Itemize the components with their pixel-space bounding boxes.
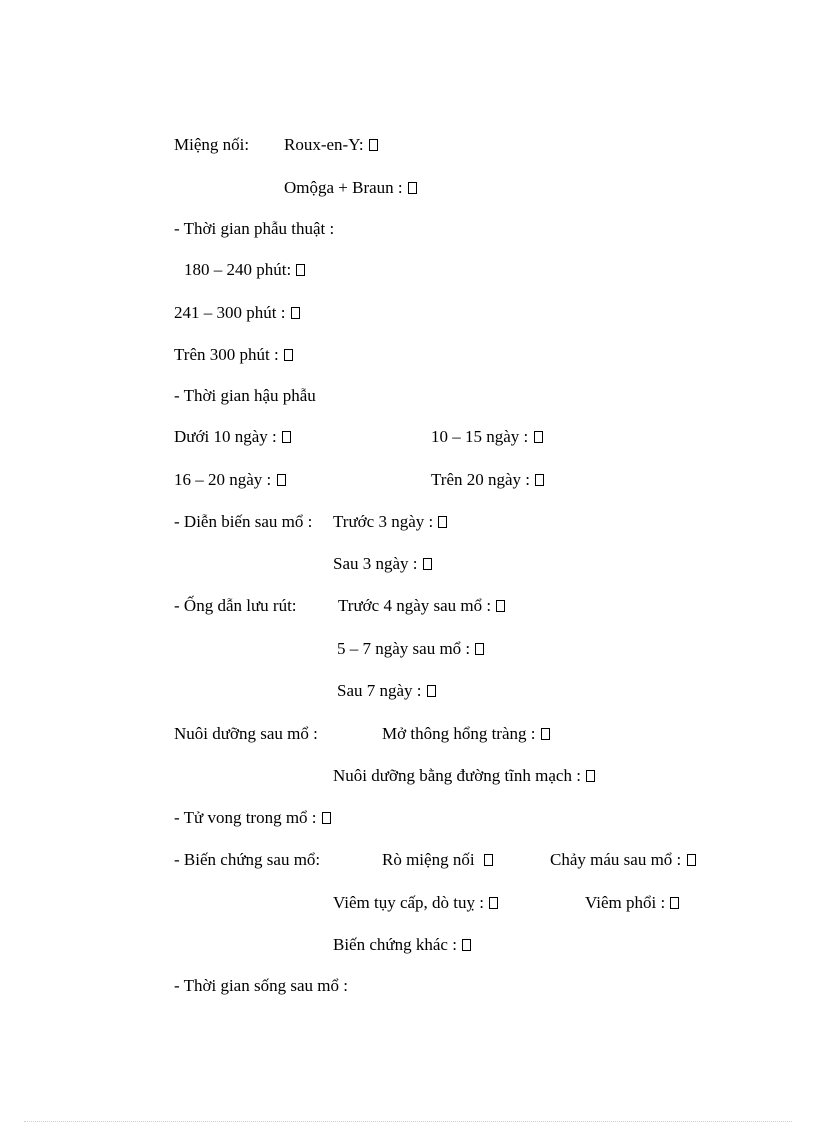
- option-label: Chảy máu sau mổ :: [550, 850, 682, 869]
- checkbox-icon[interactable]: [670, 897, 679, 909]
- complications-label: - Biến chứng sau mổ:: [174, 850, 321, 869]
- option-label: Trước 3 ngày :: [333, 512, 434, 531]
- option-label: Rò miệng nối: [382, 850, 475, 869]
- option-label: Trước 4 ngày sau mổ :: [338, 596, 492, 615]
- nutrition-label: Nuôi dưỡng sau mổ :: [174, 724, 318, 743]
- checkbox-icon[interactable]: [408, 182, 417, 194]
- page-bottom-divider: [24, 1121, 792, 1122]
- checkbox-icon[interactable]: [369, 139, 378, 151]
- checkbox-icon[interactable]: [462, 939, 471, 951]
- option-drain-before-4[interactable]: [338, 596, 505, 616]
- option-surgery-180-240[interactable]: [184, 260, 305, 280]
- checkbox-icon[interactable]: [534, 431, 543, 443]
- option-label: 5 – 7 ngày sau mổ :: [337, 639, 471, 658]
- option-label: 16 – 20 ngày :: [174, 470, 272, 489]
- postop-time-label: - Thời gian hậu phẫu: [174, 386, 316, 405]
- option-label: Mở thông hổng tràng :: [382, 724, 536, 743]
- option-label: 10 – 15 ngày :: [431, 427, 529, 446]
- checkbox-icon[interactable]: [423, 558, 432, 570]
- option-label: Omộga + Braun :: [284, 178, 403, 197]
- checkbox-icon[interactable]: [438, 516, 447, 528]
- option-label: Roux-en-Y:: [284, 135, 364, 154]
- checkbox-icon[interactable]: [284, 349, 293, 361]
- option-pancreatitis[interactable]: [333, 893, 498, 913]
- option-intraop-mortality[interactable]: [174, 808, 331, 828]
- checkbox-icon[interactable]: [687, 854, 696, 866]
- option-label: Sau 3 ngày :: [333, 554, 418, 573]
- option-pneumonia[interactable]: [585, 893, 679, 913]
- checkbox-icon[interactable]: [427, 685, 436, 697]
- option-omega-braun[interactable]: [284, 178, 417, 198]
- checkbox-icon[interactable]: [291, 307, 300, 319]
- option-postop-bleeding[interactable]: [550, 850, 696, 870]
- option-surgery-over-300[interactable]: [174, 345, 293, 365]
- option-label: Dưới 10 ngày :: [174, 427, 277, 446]
- option-anastomotic-leak[interactable]: [382, 850, 493, 870]
- anastomosis-label: Miệng nối:: [174, 135, 250, 154]
- option-label: Trên 300 phút :: [174, 345, 279, 364]
- option-surgery-241-300[interactable]: [174, 303, 300, 323]
- option-label: Trên 20 ngày :: [431, 470, 531, 489]
- option-drain-after-7[interactable]: [337, 681, 436, 701]
- option-drain-5-7[interactable]: [337, 639, 484, 659]
- option-postop-over-20[interactable]: [431, 470, 544, 490]
- checkbox-icon[interactable]: [496, 600, 505, 612]
- option-postop-16-20[interactable]: [174, 470, 286, 490]
- checkbox-icon[interactable]: [535, 474, 544, 486]
- option-iv-nutrition[interactable]: [333, 766, 595, 786]
- option-postop-under-10[interactable]: [174, 427, 291, 447]
- checkbox-icon[interactable]: [296, 264, 305, 276]
- survival-time-label: - Thời gian sống sau mổ :: [174, 976, 348, 995]
- option-label: Biến chứng khác :: [333, 935, 457, 954]
- surgery-time-label: - Thời gian phẫu thuật :: [174, 219, 335, 238]
- checkbox-icon[interactable]: [475, 643, 484, 655]
- checkbox-icon[interactable]: [277, 474, 286, 486]
- checkbox-icon[interactable]: [586, 770, 595, 782]
- option-label: Nuôi dưỡng bằng đường tĩnh mạch :: [333, 766, 581, 785]
- option-other-complication[interactable]: [333, 935, 471, 955]
- option-course-after-3[interactable]: [333, 554, 432, 574]
- drain-label: - Ống dẫn lưu rút:: [174, 596, 297, 615]
- option-postop-10-15[interactable]: [431, 427, 543, 447]
- option-label: Viêm tụy cấp, dò tuỵ :: [333, 893, 485, 912]
- option-label: Sau 7 ngày :: [337, 681, 422, 700]
- option-course-before-3[interactable]: [333, 512, 447, 532]
- option-label: Viêm phổi :: [585, 893, 666, 912]
- checkbox-icon[interactable]: [322, 812, 331, 824]
- option-jejunostomy[interactable]: [382, 724, 550, 744]
- checkbox-icon[interactable]: [484, 854, 493, 866]
- option-label: 241 – 300 phút :: [174, 303, 286, 322]
- course-label: - Diễn biến sau mổ :: [174, 512, 313, 531]
- option-roux-en-y[interactable]: [284, 135, 378, 155]
- option-label: 180 – 240 phút:: [184, 260, 292, 279]
- checkbox-icon[interactable]: [541, 728, 550, 740]
- checkbox-icon[interactable]: [282, 431, 291, 443]
- checkbox-icon[interactable]: [489, 897, 498, 909]
- mortality-label: - Tử vong trong mổ :: [174, 808, 317, 827]
